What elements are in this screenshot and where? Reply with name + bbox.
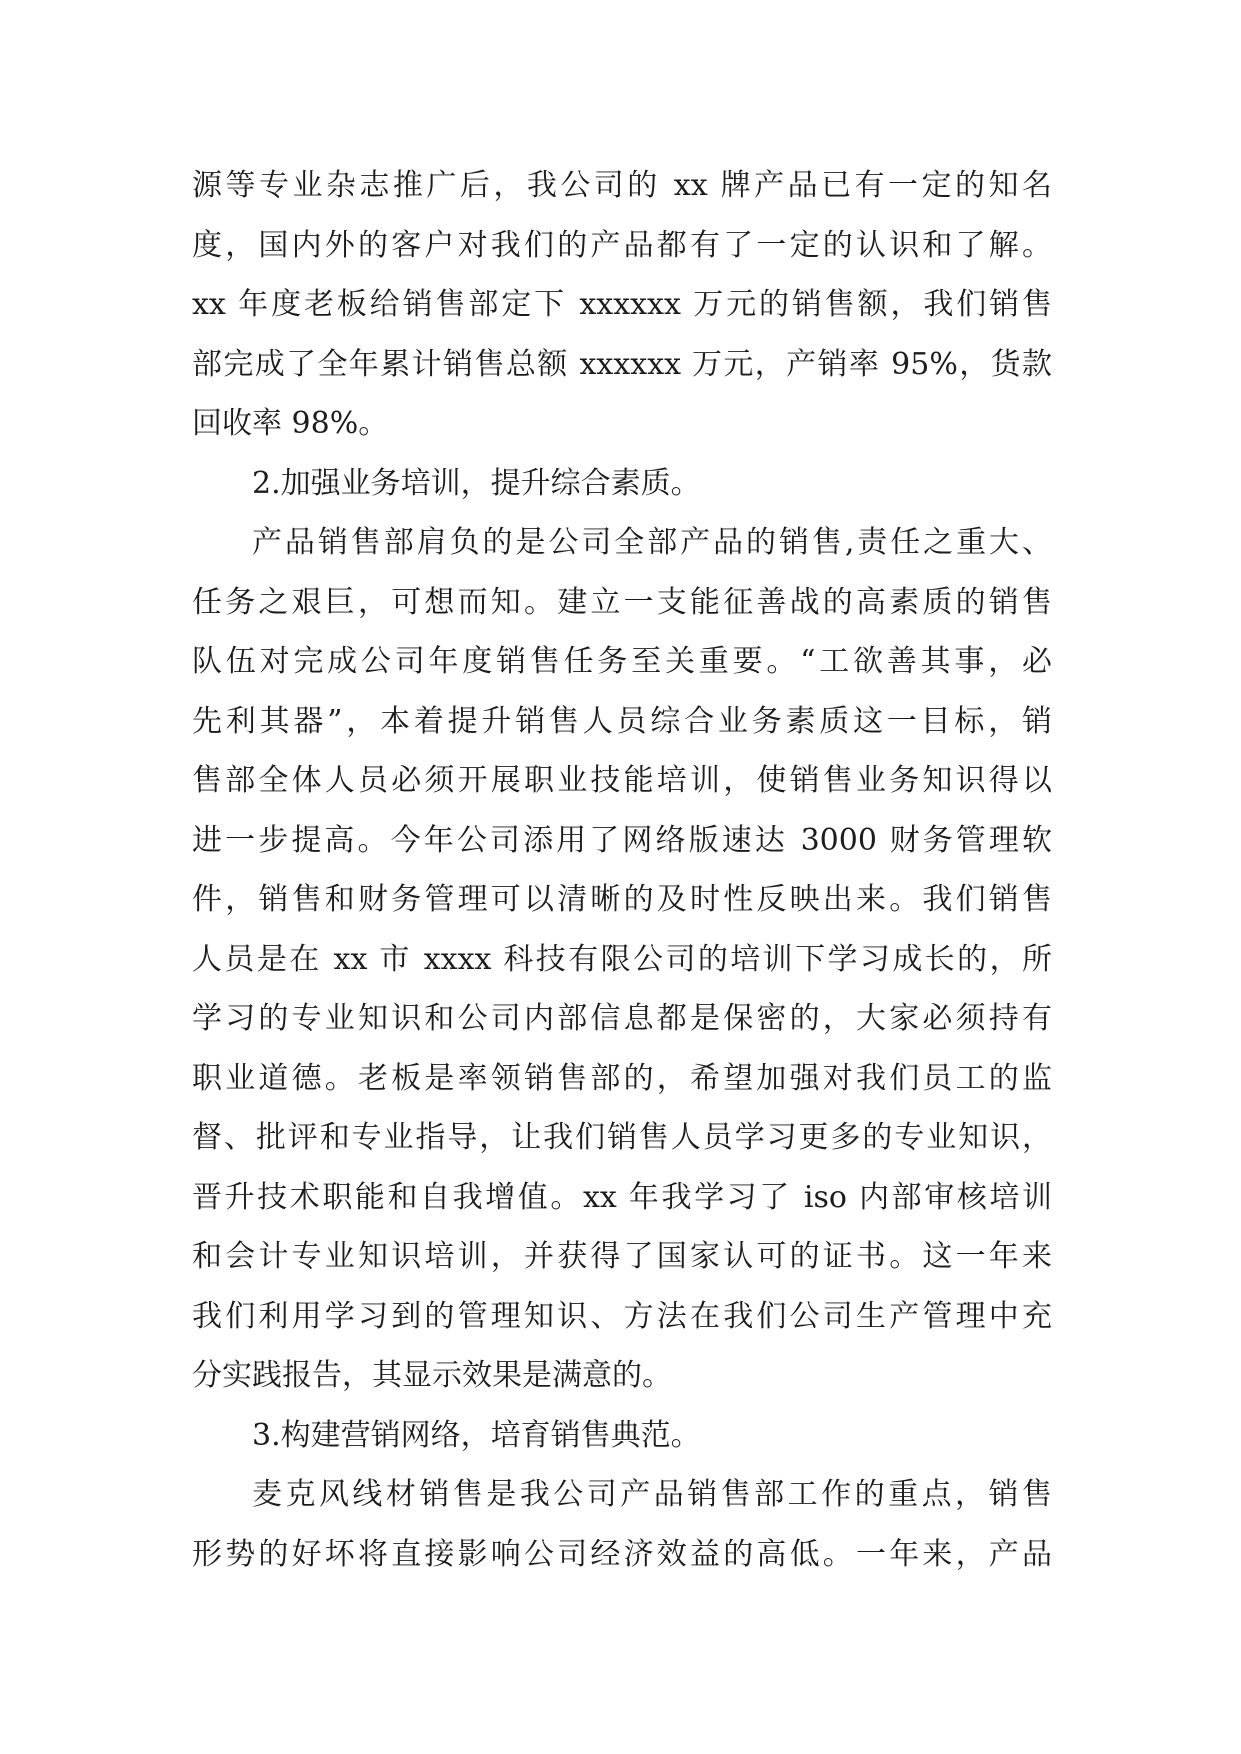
- text-line: 部完成了全年累计销售总额 xxxxxx 万元，产销率 95%，货款: [192, 346, 1052, 382]
- text-line: 件，销售和财务管理可以清晰的及时性反映出来。我们销售: [192, 882, 1052, 917]
- section-heading: 3.构建营销网络，培育销售典范。: [252, 1417, 701, 1453]
- text-line: 度，国内外的客户对我们的产品都有了一定的认识和了解。: [192, 227, 1052, 263]
- text-line: 队伍对完成公司年度销售任务至关重要。“工欲善其事，必: [192, 644, 1052, 679]
- text-line: 督、批评和专业指导，让我们销售人员学习更多的专业知识，: [192, 1120, 1052, 1155]
- text-line: 我们利用学习到的管理知识、方法在我们公司生产管理中充: [192, 1298, 1052, 1334]
- text-line: 产品销售部肩负的是公司全部产品的销售,责任之重大、: [252, 525, 1052, 560]
- text-line: 人员是在 xx 市 xxxx 科技有限公司的培训下学习成长的，所: [192, 941, 1052, 977]
- text-line: 晋升技术职能和自我增值。xx 年我学习了 iso 内部审核培训: [192, 1179, 1052, 1215]
- text-line: 进一步提高。今年公司添用了网络版速达 3000 财务管理软: [192, 822, 1052, 858]
- text-line: 形势的好坏将直接影响公司经济效益的高低。一年来，产品: [192, 1536, 1052, 1572]
- text-line: 回收率 98%。: [192, 406, 389, 441]
- body-text: [192, 156, 1052, 1584]
- text-line: 学习的专业知识和公司内部信息都是保密的，大家必须持有: [192, 1001, 1052, 1036]
- section-heading: 2.加强业务培训，提升综合素质。: [252, 465, 701, 501]
- text-line: 售部全体人员必须开展职业技能培训，使销售业务知识得以: [192, 763, 1052, 798]
- text-line: xx 年度老板给销售部定下 xxxxxx 万元的销售额，我们销售: [192, 287, 1052, 322]
- text-line: 任务之艰巨，可想而知。建立一支能征善战的高素质的销售: [192, 584, 1052, 620]
- text-line: 职业道德。老板是率领销售部的，希望加强对我们员工的监: [192, 1060, 1052, 1096]
- text-line: 源等专业杂志推广后，我公司的 xx 牌产品已有一定的知名: [192, 168, 1052, 203]
- text-line: 麦克风线材销售是我公司产品销售部工作的重点，销售: [252, 1477, 1052, 1512]
- text-line: 和会计专业知识培训，并获得了国家认可的证书。这一年来: [192, 1239, 1052, 1274]
- text-line: 先利其器”，本着提升销售人员综合业务素质这一目标，销: [192, 703, 1052, 739]
- text-line: 分实践报告，其显示效果是满意的。: [192, 1358, 672, 1393]
